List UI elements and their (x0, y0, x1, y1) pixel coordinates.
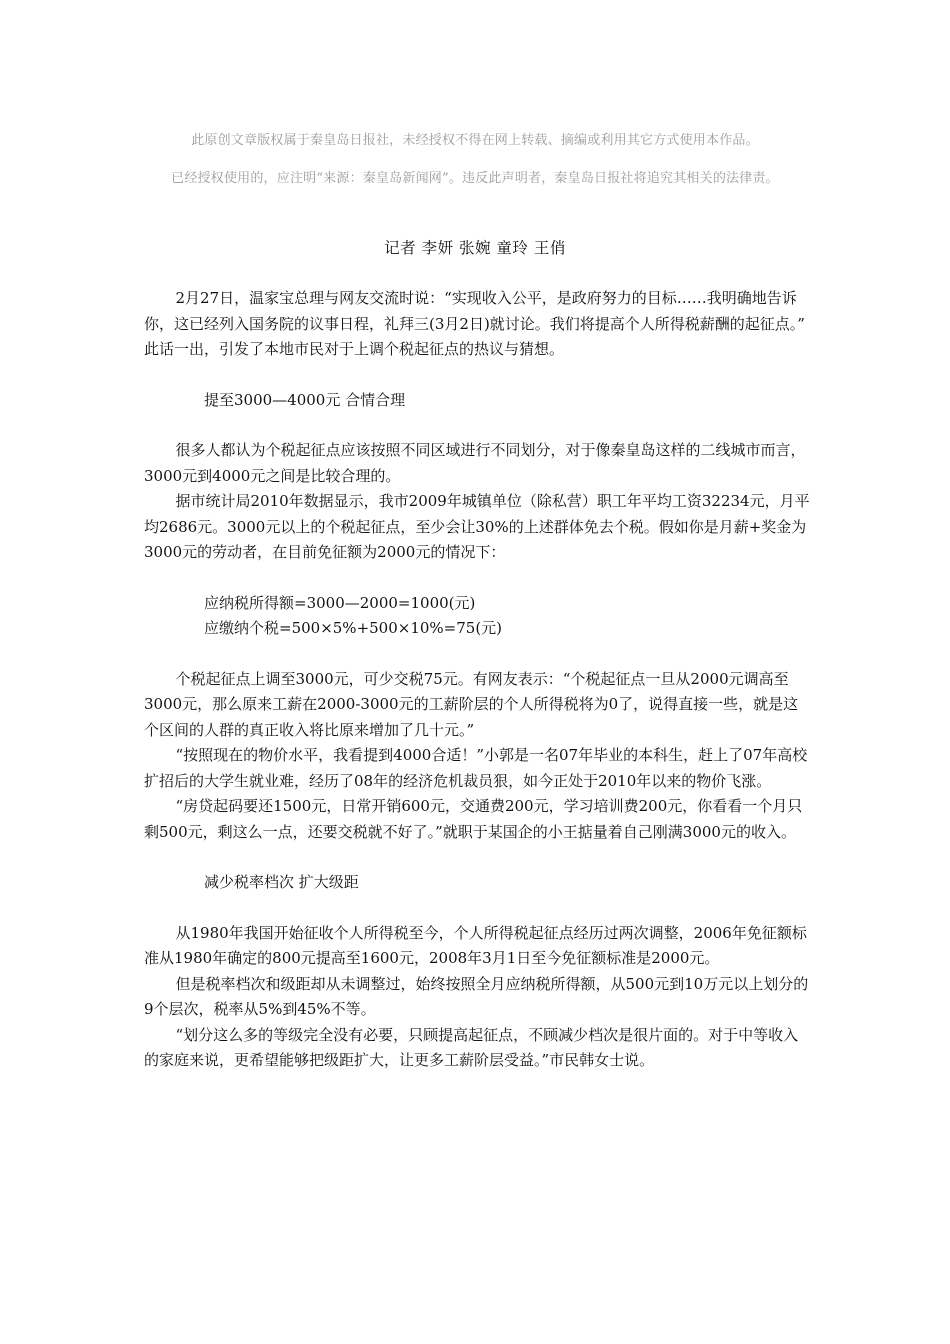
paragraph-xiao-guo: “按照现在的物价水平，我看提到4000合适！”小郭是一名07年毕业的本科生，赶上了07年高校扩招后的大学生就业难，经历了08年的经济危机裁员狠，如今正处于2010年以来的物价飞涨。 (144, 746, 808, 790)
paragraph-intro: 2月27日，温家宝总理与网友交流时说：“实现收入公平，是政府努力的目标……我明确地告诉你，这已经列入国务院的议事日程，礼拜三(3月2日)就讨论。我们将提高个人所得税薪酬的起征点。” 此话一出，引发了本地市民对于上调个税起征点的热议与猜想。 (144, 289, 805, 358)
paragraph-netizen-comment: 个税起征点上调至3000元，可少交税75元。有网友表示：“个税起征点一旦从2000元调高至3000元，那么原来工薪在2000-3000元的工薪阶层的个人所得税将为0了，说得直接一些，就是这个区间的人群的真正收入将比原来增加了几十元。” (144, 669, 799, 739)
paragraph-tax-brackets: 但是税率档次和级距却从未调整过，始终按照全月应纳税所得额，从500元到10万元以上划分的9个层次，税率从5%到45%不等。 (144, 974, 809, 1018)
paragraph-history: 从1980年我国开始征收个人所得税至今，个人所得税起征点经历过两次调整，2006年免征额标准从1980年确定的800元提高至1600元，2008年3月1日至今免征额标准是2000元。 (144, 923, 807, 967)
formula-tax-payable: 应缴纳个税=500×5%+500×10%=75(元) (204, 619, 503, 637)
copyright-notice-line-2: 已经授权使用的，应注明“来源：秦皇岛新闻网”。违反此声明者，秦皇岛日报社将追究其相关的法律责。 (171, 171, 779, 186)
paragraph-statistics: 据市统计局2010年数据显示，我市2009年城镇单位（除私营）职工年平均工资32234元，月平均2686元。3000元以上的个税起征点，至少会让30%的上述群体免去个税。假如你是月薪+奖金为3000元的劳动者，在目前免征额为2000元的情况下： (144, 492, 810, 561)
formula-taxable-income: 应纳税所得额=3000—2000=1000(元) (204, 593, 476, 612)
paragraph-regional-view: 很多人都认为个税起征点应该按照不同区域进行不同划分，对于像秦皇岛这样的二线城市而言，3000元到4000元之间是比较合理的。 (144, 441, 806, 485)
reporter-byline: 记者 李妍 张婉 童玲 王俏 (384, 239, 566, 257)
copyright-notice-line-1: 此原创文章版权属于秦皇岛日报社，未经授权不得在网上转载、摘编或利用其它方式使用本作品。 (191, 133, 759, 148)
paragraph-xiao-wang: “房贷起码要还1500元，日常开销600元，交通费200元，学习培训费200元，你看看一个月只剩500元，剩这么一点，还要交税就不好了。”就职于某国企的小王掂量着自己刚满3000元的收入。 (144, 797, 803, 841)
section-heading-1: 提至3000—4000元 合情合理 (204, 390, 406, 409)
paragraph-ms-han: “划分这么多的等级完全没有必要，只顾提高起征点，不顾减少档次是很片面的。对于中等收入的家庭来说，更希望能够把级距扩大，让更多工薪阶层受益。”市民韩女士说。 (144, 1025, 799, 1069)
section-heading-2: 减少税率档次 扩大级距 (204, 873, 359, 891)
article-body (144, 286, 810, 1074)
